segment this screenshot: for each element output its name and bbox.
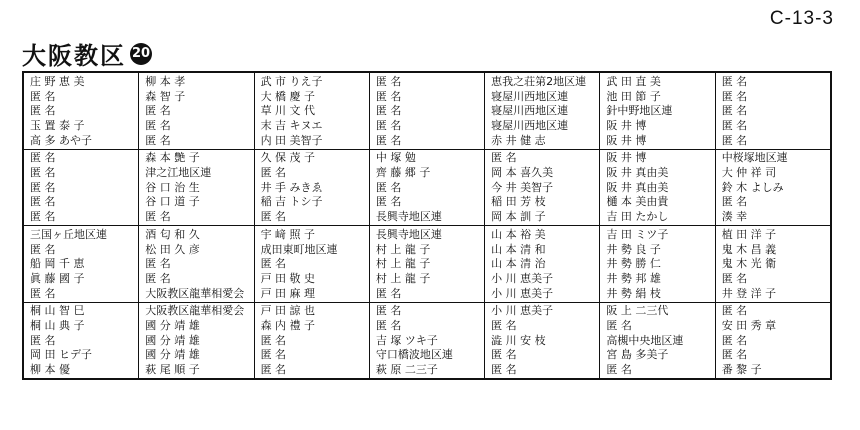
donor-entry: 國 分 靖 雄 [145,319,200,333]
donor-entry: 森 内 禮 子 [260,319,316,333]
donor-entry: 赤 井 健 志 [491,133,546,147]
donor-entry: 番 黎 子 [721,363,762,377]
donor-entry: 國 分 靖 雄 [145,333,200,347]
donor-entry: 眞 藤 國 子 [30,271,85,285]
donor-entry: 守口橋波地区連 [375,348,453,362]
table-column [600,73,715,378]
donor-entry: 末 吉 キヌエ [260,118,323,132]
table-block [485,303,599,379]
donor-entry: 匿 名 [260,348,287,362]
table-column [716,73,830,378]
donor-entry: 匿 名 [721,333,748,347]
table-block [370,73,484,150]
table-column [370,73,485,378]
donor-entry: 井 勢 勝 仁 [606,257,661,271]
donor-table [22,71,832,380]
table-block [600,303,714,379]
donor-entry: 匿 名 [491,363,517,377]
table-block [139,73,253,150]
table-block [716,226,830,303]
donor-entry: 萩 原 二三子 [375,363,438,377]
donor-entry: 大阪教区龍華相愛会 [145,304,245,318]
donor-entry: 大 仲 祥 司 [721,166,777,180]
donor-entry: 久 保 茂 子 [260,151,316,165]
donor-entry: 井 登 洋 子 [721,286,777,300]
donor-entry: 鈴 木 よしみ [721,180,784,194]
donor-entry: 小 川 恵美子 [491,304,554,318]
district-title: 大阪教区 [22,42,126,70]
donor-entry: 匿 名 [375,118,402,132]
table-block [716,303,830,379]
donor-entry: 井 勢 絹 枝 [606,286,661,300]
donor-entry: 戸 田 敬 史 [260,271,316,285]
donor-entry: 稲 吉 トシ子 [260,195,323,209]
table-block [600,73,714,150]
donor-entry: 匿 名 [30,180,56,194]
table-column [139,73,254,378]
donor-entry: 齊 藤 郷 子 [375,166,431,180]
donor-entry: 桐 山 典 子 [30,319,85,333]
donor-entry: 岡 本 訓 子 [491,210,546,224]
donor-entry: 萩 尾 順 子 [145,363,200,377]
donor-entry: 匿 名 [30,242,56,256]
table-block [139,226,253,303]
table-block [24,226,138,303]
table-block [24,303,138,379]
donor-entry: 湊 幸 [721,210,748,224]
donor-entry: 匿 名 [721,304,748,318]
donor-entry: 阪 井 博 [606,151,647,165]
donor-entry: 匿 名 [30,195,56,209]
donor-entry: 井 勢 邦 雄 [606,271,661,285]
donor-entry: 匿 名 [375,195,402,209]
donor-entry: 内 田 美智子 [260,133,323,147]
table-column [255,73,370,378]
donor-entry: 匿 名 [491,348,517,362]
donor-entry: 谷 口 道 子 [145,195,200,209]
donor-entry: 中 塚 勉 [375,151,416,165]
donor-entry: 池 田 節 子 [606,89,661,103]
table-block [485,73,599,150]
donor-entry: 成田東町地区連 [260,242,338,256]
table-block [370,150,484,227]
donor-entry: 酒 匂 和 久 [145,227,200,241]
donor-entry: 阪 井 博 [606,133,647,147]
donor-entry: 植 田 洋 子 [721,227,777,241]
page-title [22,36,152,71]
donor-entry: 今 井 美智子 [491,180,554,194]
donor-entry: 井 勢 良 子 [606,242,661,256]
donor-entry: 匿 名 [721,195,748,209]
donor-entry: 阪 井 博 [606,118,647,132]
volume-number-badge: 20 [130,43,152,65]
donor-entry: 匿 名 [145,210,171,224]
donor-entry: 匿 名 [30,166,56,180]
donor-entry: 匿 名 [145,257,171,271]
donor-entry: 阪 上 二三代 [606,304,669,318]
donor-entry: 吉 塚 ツキ子 [375,333,438,347]
donor-entry: 匿 名 [606,319,632,333]
donor-entry: 匿 名 [721,271,748,285]
donor-entry: 井 手 みきゑ [260,180,323,194]
donor-entry: 匿 名 [721,104,748,118]
donor-entry: 阪 井 真由美 [606,180,669,194]
donor-entry: 國 分 靖 雄 [145,348,200,362]
donor-entry: 岡 本 喜久美 [491,166,554,180]
donor-entry: 村 上 龍 子 [375,257,431,271]
donor-entry: 匿 名 [491,319,517,333]
donor-entry: 長興寺地区連 [375,227,442,241]
table-column [24,73,139,378]
donor-entry: 寝屋川西地区連 [491,89,569,103]
donor-entry: 匿 名 [375,180,402,194]
donor-entry: 鬼 木 光 衛 [721,257,777,271]
donor-entry: 匿 名 [145,118,171,132]
donor-entry: 匿 名 [375,89,402,103]
donor-entry: 山 本 清 治 [491,257,546,271]
donor-entry: 松 田 久 彦 [145,242,200,256]
table-block [600,226,714,303]
table-block [716,150,830,227]
donor-entry: 鬼 木 昌 義 [721,242,777,256]
donor-entry: 匿 名 [375,104,402,118]
donor-entry: 匿 名 [30,333,56,347]
donor-entry: 三国ヶ丘地区連 [30,227,107,241]
donor-entry: 匿 名 [260,210,287,224]
donor-entry: 高 多 あや子 [30,133,92,147]
donor-entry: 大阪教区龍華相愛会 [145,286,245,300]
donor-entry: 長興寺地区連 [375,210,442,224]
donor-entry: 匿 名 [145,133,171,147]
donor-entry: 匿 名 [30,210,56,224]
donor-entry: 澁 川 安 枝 [491,333,546,347]
donor-entry: 森 智 子 [145,89,186,103]
donor-entry: 匿 名 [375,133,402,147]
table-block [600,150,714,227]
table-block [255,226,369,303]
donor-entry: 匿 名 [606,363,632,377]
donor-entry: 庄 野 恵 美 [30,74,85,88]
donor-entry: 宇 﨑 照 子 [260,227,316,241]
table-block [716,73,830,150]
donor-entry: 匿 名 [260,166,287,180]
table-block [24,73,138,150]
donor-entry: 匿 名 [260,333,287,347]
donor-entry: 小 川 恵美子 [491,286,554,300]
donor-entry: 匿 名 [375,304,402,318]
donor-entry: 桐 山 智 巳 [30,304,85,318]
donor-entry: 恵我之荘第2地区連 [491,74,587,88]
donor-entry: 柳 本 孝 [145,74,186,88]
table-block [139,150,253,227]
donor-entry: 戸 田 麻 理 [260,286,316,300]
donor-entry: 岡 田 ヒデ子 [30,348,92,362]
donor-entry: 匿 名 [145,271,171,285]
donor-entry: 村 上 龍 子 [375,242,431,256]
donor-entry: 匿 名 [375,74,402,88]
donor-entry: 大 橋 慶 子 [260,89,316,103]
table-block [255,73,369,150]
donor-entry: 谷 口 治 生 [145,180,200,194]
donor-entry: 武 市 りえ子 [260,74,323,88]
donor-entry: 安 田 秀 章 [721,319,777,333]
table-block [485,150,599,227]
donor-entry: 匿 名 [721,118,748,132]
table-block [485,226,599,303]
donor-entry: 宮 島 多美子 [606,348,669,362]
donor-entry: 寝屋川西地区連 [491,104,569,118]
donor-entry: 匿 名 [30,89,56,103]
donor-entry: 匿 名 [721,348,748,362]
table-block [24,150,138,227]
donor-entry: 匿 名 [30,286,56,300]
donor-entry: 山 本 清 和 [491,242,546,256]
donor-entry: 中桜塚地区連 [721,151,788,165]
table-column [485,73,600,378]
donor-entry: 玉 置 泰 子 [30,118,85,132]
donor-entry: 村 上 龍 子 [375,271,431,285]
donor-entry: 匿 名 [260,257,287,271]
donor-entry: 吉 田 たかし [606,210,669,224]
donor-entry: 寝屋川西地区連 [491,118,569,132]
page-code: C-13-3 [769,8,834,29]
donor-entry: 吉 田 ミツ子 [606,227,669,241]
donor-entry: 阪 井 真由美 [606,166,669,180]
donor-entry: 匿 名 [721,133,748,147]
donor-entry: 匿 名 [260,363,287,377]
table-block [139,303,253,379]
donor-entry: 船 岡 千 恵 [30,257,85,271]
donor-entry: 匿 名 [30,151,56,165]
donor-entry: 匿 名 [721,74,748,88]
donor-entry: 柳 本 優 [30,363,70,377]
donor-entry: 山 本 裕 美 [491,227,546,241]
donor-entry: 草 川 文 代 [260,104,316,118]
donor-entry: 匿 名 [375,286,402,300]
donor-entry: 匿 名 [721,89,748,103]
donor-entry: 小 川 恵美子 [491,271,554,285]
table-block [370,303,484,379]
donor-entry: 針中野地区連 [606,104,673,118]
donor-entry: 匿 名 [30,104,56,118]
donor-entry: 森 本 艶 子 [145,151,200,165]
donor-entry: 匿 名 [491,151,517,165]
donor-entry: 匿 名 [145,104,171,118]
donor-entry: 津之江地区連 [145,166,212,180]
table-block [255,150,369,227]
donor-entry: 高槻中央地区連 [606,333,684,347]
donor-entry: 戸 田 諒 也 [260,304,316,318]
donor-entry: 匿 名 [375,319,402,333]
table-block [370,226,484,303]
donor-entry: 樋 本 美由貴 [606,195,669,209]
donor-entry: 武 田 直 美 [606,74,661,88]
table-block [255,303,369,379]
donor-entry: 稲 田 芳 枝 [491,195,546,209]
